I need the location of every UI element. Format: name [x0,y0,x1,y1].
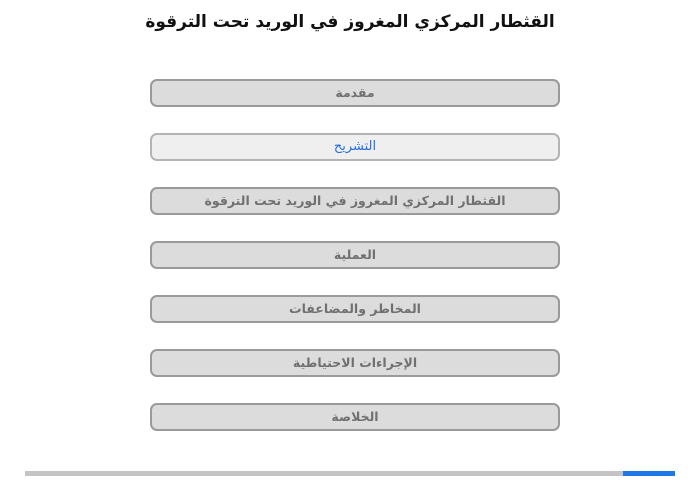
menu-item-anatomy[interactable]: التشريح [150,133,560,161]
menu-item-summary[interactable]: الخلاصة [150,403,560,431]
menu-item-subclavian-catheter[interactable]: القثطار المركزي المغروز في الوريد تحت الترقوة [150,187,560,215]
menu-item-procedure[interactable]: العملية [150,241,560,269]
menu-item-introduction[interactable]: مقدمة [150,79,560,107]
progress-bar [25,471,675,476]
menu-item-risks-complications[interactable]: المخاطر والمضاعفات [150,295,560,323]
menu-item-precautions[interactable]: الإجراءات الاحتياطية [150,349,560,377]
chapter-menu [150,79,560,457]
progress-bar-fill [623,471,675,476]
page-title: القثطار المركزي المغروز في الوريد تحت الترقوة [145,12,555,32]
